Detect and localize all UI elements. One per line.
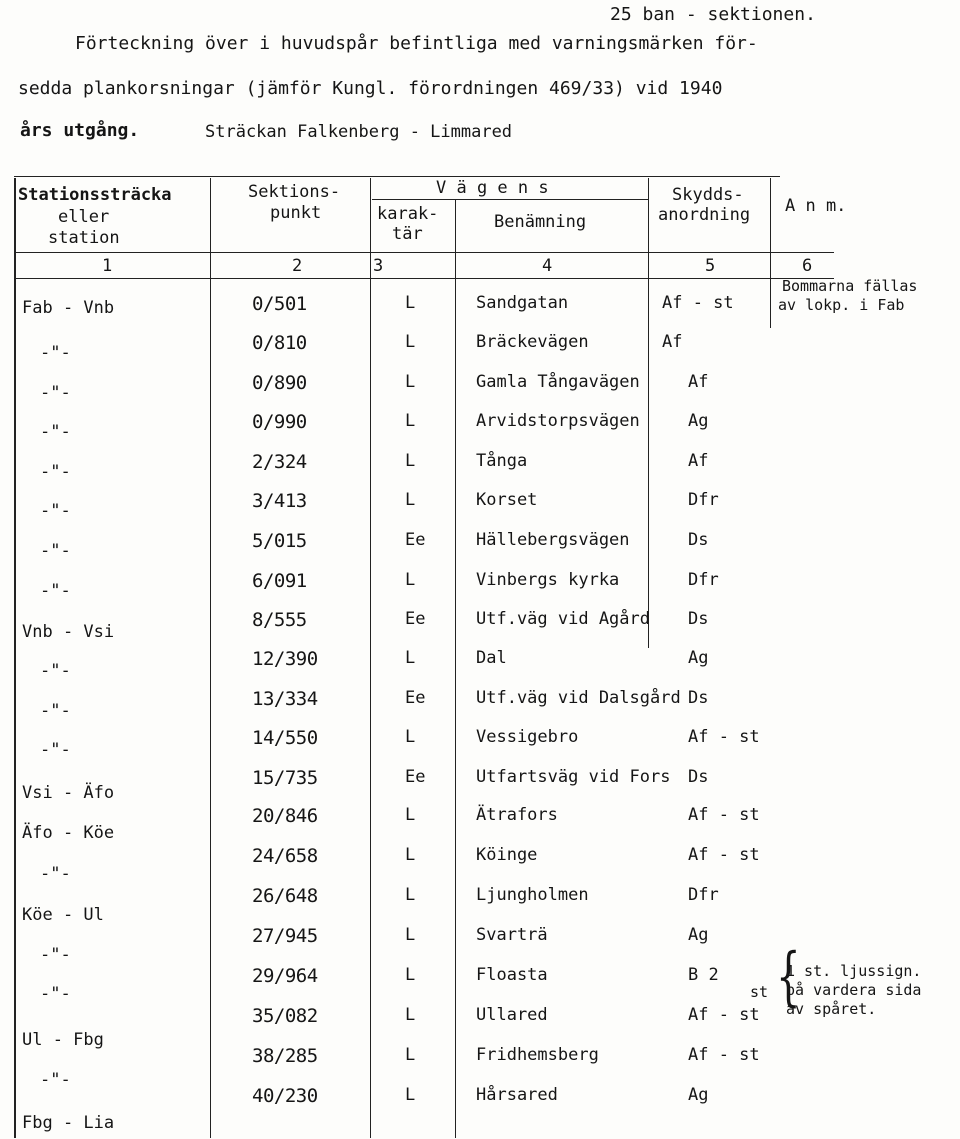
cell-karaktar: Ee	[405, 688, 426, 708]
col-number-3: 3	[373, 256, 384, 276]
cell-karaktar: L	[405, 1005, 416, 1025]
note-signal-line2: på vardera sida	[786, 981, 922, 999]
cell-station: -"-	[40, 343, 71, 363]
cell-station: -"-	[40, 541, 71, 561]
cell-skyddsanordning: Ag	[688, 411, 709, 431]
cell-karaktar: L	[405, 805, 416, 825]
cell-station: -"-	[40, 501, 71, 521]
cell-benamning: Utf.väg vid Agård	[476, 609, 650, 629]
cell-sektionspunkt: 0/990	[252, 411, 307, 433]
cell-karaktar: Ee	[405, 530, 426, 550]
header-col3-line1: karak-	[377, 204, 439, 224]
note-st-mark: st	[750, 983, 769, 1001]
cell-benamning: Dal	[476, 648, 507, 668]
note-fab-line2: av lokp. i Fab	[778, 296, 905, 314]
cell-sektionspunkt: 20/846	[252, 805, 318, 827]
title-line-2: sedda plankorsningar (jämför Kungl. förordningen 469/33) vid 1940	[18, 78, 723, 99]
cell-sektionspunkt: 38/285	[252, 1045, 318, 1067]
cell-skyddsanordning: Ag	[688, 1085, 709, 1105]
cell-karaktar: L	[405, 965, 416, 985]
cell-sektionspunkt: 8/555	[252, 609, 307, 631]
cell-karaktar: L	[405, 1045, 416, 1065]
cell-station: -"-	[40, 581, 71, 601]
cell-sektionspunkt: 12/390	[252, 648, 318, 670]
cell-benamning: Ljungholmen	[476, 885, 589, 905]
cell-karaktar: L	[405, 490, 416, 510]
header-col4: Benämning	[494, 212, 587, 232]
cell-benamning: Köinge	[476, 845, 538, 865]
cell-karaktar: L	[405, 885, 416, 905]
brace-icon: {	[776, 940, 801, 1014]
cell-skyddsanordning: Af - st	[688, 727, 760, 747]
cell-benamning: Svarträ	[476, 925, 548, 945]
cell-station: Vsi - Äfo	[22, 783, 115, 803]
cell-sektionspunkt: 14/550	[252, 727, 318, 749]
cell-sektionspunkt: 5/015	[252, 530, 307, 552]
cell-karaktar: L	[405, 648, 416, 668]
cell-karaktar: L	[405, 411, 416, 431]
cell-benamning: Hällebergsvägen	[476, 530, 630, 550]
cell-station: Fbg - Lia	[22, 1113, 115, 1133]
header-vagens: V ä g e n s	[436, 178, 549, 198]
cell-karaktar: L	[405, 570, 416, 590]
cell-skyddsanordning: Af	[688, 372, 709, 392]
cell-station: -"-	[40, 701, 71, 721]
cell-sektionspunkt: 13/334	[252, 688, 318, 710]
col-number-6: 6	[802, 256, 813, 276]
cell-benamning: Ullared	[476, 1005, 548, 1025]
header-col5-line1: Skydds-	[672, 185, 744, 205]
header-col1-line2: eller	[58, 207, 110, 227]
cell-sektionspunkt: 15/735	[252, 767, 318, 789]
cell-skyddsanordning: Af - st	[688, 845, 760, 865]
cell-benamning: Utf.väg vid Dalsgård	[476, 688, 681, 708]
cell-skyddsanordning: Af - st	[688, 805, 760, 825]
cell-karaktar: L	[405, 727, 416, 747]
cell-sektionspunkt: 0/890	[252, 372, 307, 394]
cell-skyddsanordning: B 2	[688, 965, 719, 985]
cell-benamning: Hårsared	[476, 1085, 558, 1105]
header-col1-line3: station	[48, 228, 120, 248]
cell-station: -"-	[40, 1070, 71, 1090]
cell-sektionspunkt: 29/964	[252, 965, 318, 987]
cell-skyddsanordning: Dfr	[688, 570, 719, 590]
cell-karaktar: L	[405, 451, 416, 471]
cell-skyddsanordning: Af	[662, 332, 683, 352]
cell-karaktar: L	[405, 1085, 416, 1105]
note-signal-line1: 1 st. ljussign.	[786, 962, 922, 980]
cell-sektionspunkt: 27/945	[252, 925, 318, 947]
cell-station: Köe - Ul	[22, 905, 104, 925]
cell-karaktar: Ee	[405, 767, 426, 787]
cell-station: -"-	[40, 661, 71, 681]
cell-station: -"-	[40, 462, 71, 482]
cell-benamning: Vinbergs kyrka	[476, 570, 620, 590]
col-number-4: 4	[542, 256, 553, 276]
cell-benamning: Gamla Tångavägen	[476, 372, 640, 392]
cell-karaktar: L	[405, 925, 416, 945]
cell-skyddsanordning: Af - st	[688, 1005, 760, 1025]
header-col3-line2: tär	[392, 224, 423, 244]
cell-sektionspunkt: 3/413	[252, 490, 307, 512]
cell-station: -"-	[40, 864, 71, 884]
header-col6: A n m.	[785, 196, 847, 216]
col-number-1: 1	[102, 256, 113, 276]
cell-station: Ul - Fbg	[22, 1030, 104, 1050]
route-label: Sträckan Falkenberg - Limmared	[205, 122, 513, 142]
cell-skyddsanordning: Ag	[688, 648, 709, 668]
cell-sektionspunkt: 24/658	[252, 845, 318, 867]
page-section-label: 25 ban - sektionen.	[610, 4, 816, 25]
cell-skyddsanordning: Ds	[688, 530, 709, 550]
cell-sektionspunkt: 40/230	[252, 1085, 318, 1107]
cell-benamning: Fridhemsberg	[476, 1045, 599, 1065]
header-col1-line1: Stationssträcka	[18, 185, 172, 205]
cell-station: -"-	[40, 740, 71, 760]
cell-station: -"-	[40, 984, 71, 1004]
title-line-3-year: års utgång.	[20, 120, 140, 141]
cell-skyddsanordning: Dfr	[688, 885, 719, 905]
cell-skyddsanordning: Af - st	[662, 293, 734, 313]
header-col2-line1: Sektions-	[248, 182, 341, 202]
cell-benamning: Tånga	[476, 451, 528, 471]
cell-skyddsanordning: Dfr	[688, 490, 719, 510]
cell-sektionspunkt: 0/501	[252, 293, 307, 315]
cell-benamning: Arvidstorpsvägen	[476, 411, 640, 431]
cell-skyddsanordning: Ds	[688, 767, 709, 787]
cell-karaktar: Ee	[405, 609, 426, 629]
cell-benamning: Vessigebro	[476, 727, 579, 747]
cell-benamning: Utfartsväg vid Fors	[476, 767, 671, 787]
cell-skyddsanordning: Ag	[688, 925, 709, 945]
cell-sektionspunkt: 35/082	[252, 1005, 318, 1027]
cell-skyddsanordning: Ds	[688, 609, 709, 629]
cell-karaktar: L	[405, 372, 416, 392]
cell-karaktar: L	[405, 845, 416, 865]
cell-skyddsanordning: Af - st	[688, 1045, 760, 1065]
cell-station: -"-	[40, 422, 71, 442]
cell-karaktar: L	[405, 293, 416, 313]
cell-benamning: Bräckevägen	[476, 332, 589, 352]
header-col5-line2: anordning	[658, 205, 751, 225]
col-number-5: 5	[705, 256, 716, 276]
cell-station: Äfo - Köe	[22, 823, 115, 843]
cell-benamning: Ätrafors	[476, 805, 558, 825]
note-signal-line3: av spåret.	[786, 1000, 877, 1018]
header-col2-line2: punkt	[270, 203, 322, 223]
cell-benamning: Floasta	[476, 965, 548, 985]
cell-skyddsanordning: Ds	[688, 688, 709, 708]
title-line-1: Förteckning över i huvudspår befintliga med varningsmärken för-	[75, 33, 758, 54]
cell-sektionspunkt: 26/648	[252, 885, 318, 907]
cell-benamning: Sandgatan	[476, 293, 569, 313]
cell-sektionspunkt: 0/810	[252, 332, 307, 354]
cell-station: -"-	[40, 945, 71, 965]
cell-sektionspunkt: 6/091	[252, 570, 307, 592]
cell-sektionspunkt: 2/324	[252, 451, 307, 473]
cell-station: -"-	[40, 383, 71, 403]
cell-station: Vnb - Vsi	[22, 622, 115, 642]
col-number-2: 2	[292, 256, 303, 276]
note-fab-line1: Bommarna fällas	[782, 277, 918, 295]
cell-karaktar: L	[405, 332, 416, 352]
cell-station: Fab - Vnb	[22, 298, 115, 318]
cell-benamning: Korset	[476, 490, 538, 510]
cell-skyddsanordning: Af	[688, 451, 709, 471]
